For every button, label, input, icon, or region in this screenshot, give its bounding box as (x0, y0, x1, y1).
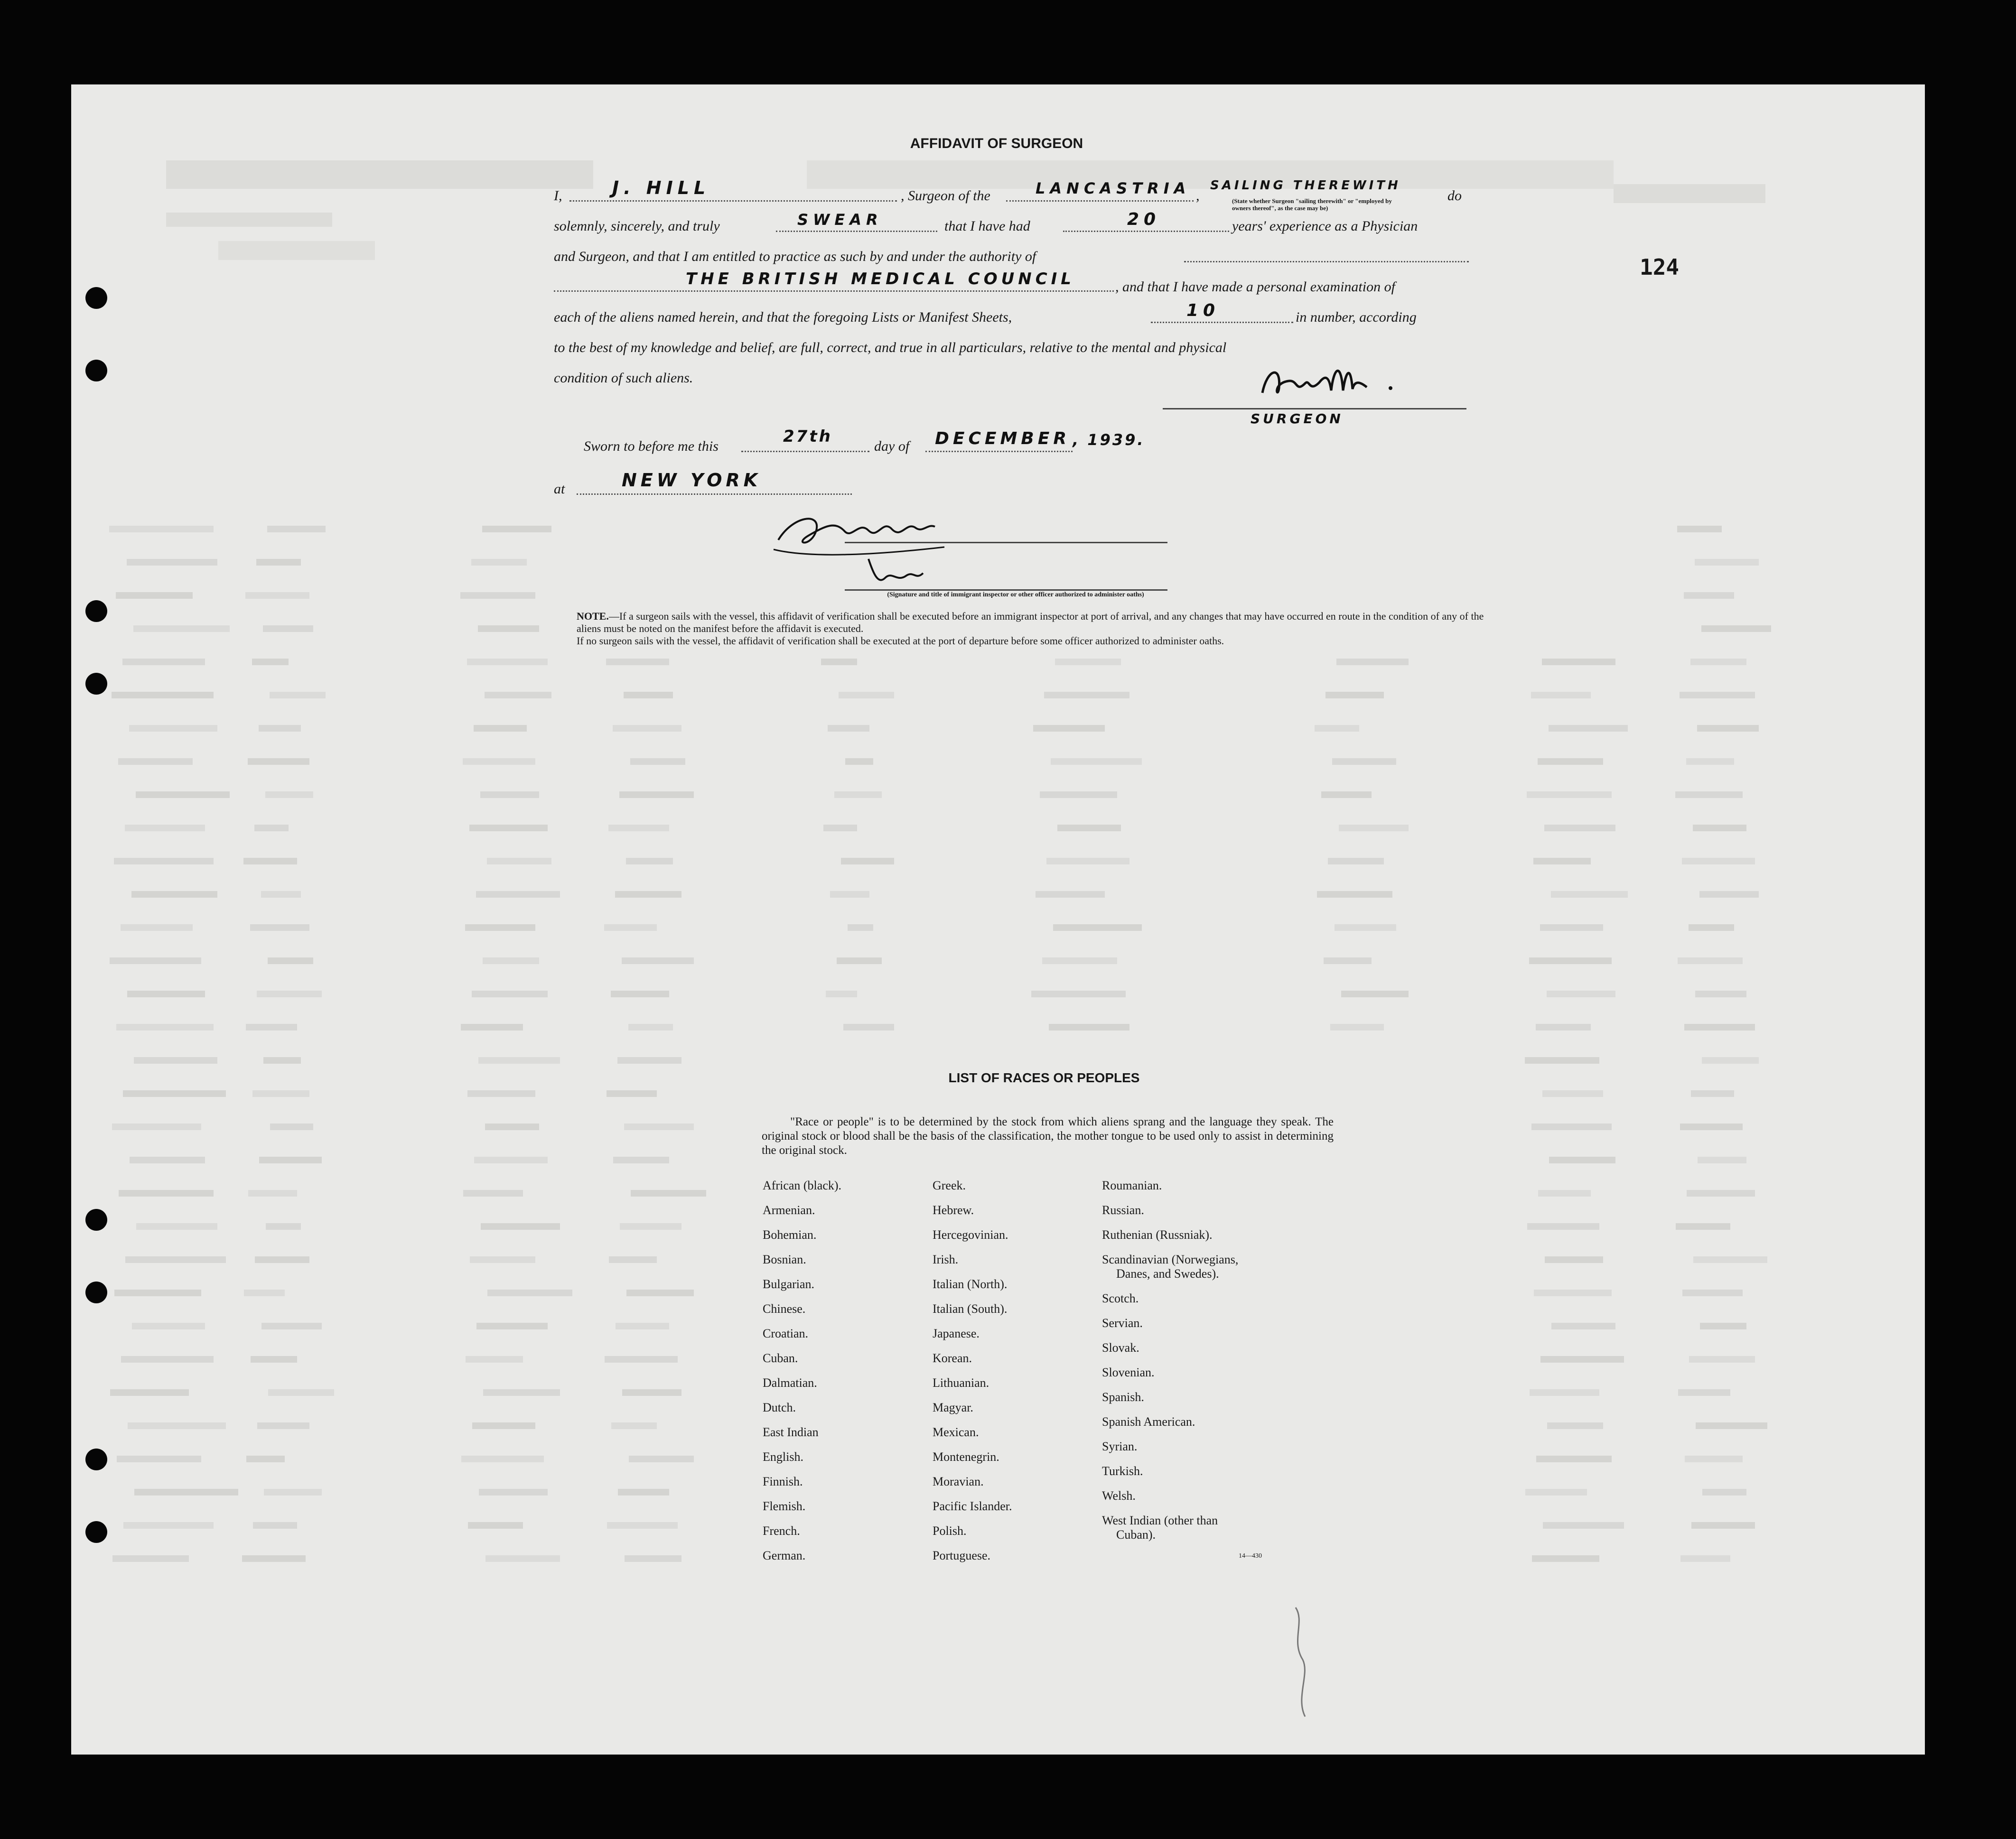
surgeon-label: SURGEON (1251, 411, 1344, 427)
affidavit-line1-mid: , Surgeon of the (901, 188, 990, 204)
race-entry: Korean. (933, 1351, 972, 1365)
affidavit-line5-end: in number, according (1296, 309, 1417, 325)
punch-hole (85, 360, 107, 381)
day-field-line (741, 451, 869, 452)
punch-hole (85, 1521, 107, 1543)
punch-hole (85, 1449, 107, 1470)
race-entry: Spanish American. (1102, 1415, 1195, 1429)
race-entry: Danes, and Swedes). (1116, 1267, 1219, 1281)
surgeon-signature (1253, 355, 1405, 407)
inspector-signature (764, 502, 963, 597)
sworn-month: DECEMBER (935, 429, 1071, 448)
sworn-pre: Sworn to before me this (584, 438, 719, 454)
affidavit-line3: and Surgeon, and that I am entitled to practice as such by and under the authority of (554, 249, 1036, 264)
race-entry: Slovenian. (1102, 1365, 1155, 1379)
years-experience: 20 (1127, 210, 1161, 229)
race-entry: Dutch. (763, 1401, 796, 1414)
race-entry: African (black). (763, 1179, 842, 1192)
race-entry: Bulgarian. (763, 1277, 815, 1291)
sworn-place: NEW YORK (622, 470, 762, 491)
race-entry: Slovak. (1102, 1341, 1139, 1355)
stray-marks (1286, 1603, 1315, 1726)
race-entry: Hercegovinian. (933, 1228, 1008, 1242)
race-entry: Chinese. (763, 1302, 806, 1316)
sworn-year: , 1939. (1073, 431, 1145, 449)
race-entry: Croatian. (763, 1327, 809, 1340)
punch-hole (85, 1209, 107, 1231)
affidavit-line1-end: do (1447, 188, 1462, 204)
affidavit-title: AFFIDAVIT OF SURGEON (910, 136, 1083, 151)
authority-field-line-1 (1184, 261, 1469, 262)
race-entry: Greek. (933, 1179, 966, 1192)
punch-hole (85, 600, 107, 622)
form-number: 14—430 (1239, 1552, 1262, 1560)
punch-hole (85, 673, 107, 695)
race-entry: Spanish. (1102, 1390, 1144, 1404)
note-text-2: If no surgeon sails with the vessel, the affidavit of verification shall be executed at the port of departure before some officer authorized to administer oaths. (577, 635, 1224, 647)
race-entry: Bohemian. (763, 1228, 817, 1242)
authority-name: THE BRITISH MEDICAL COUNCIL (686, 269, 1075, 288)
race-entry: Italian (North). (933, 1277, 1008, 1291)
inspector-signature-line-2 (845, 589, 1167, 591)
race-entry: Armenian. (763, 1203, 815, 1217)
sworn-day: 27th (783, 427, 832, 446)
race-entry: Flemish. (763, 1499, 806, 1513)
race-entry: West Indian (other than (1102, 1514, 1218, 1527)
affidavit-note (577, 610, 1497, 647)
race-entry: Moravian. (933, 1475, 984, 1488)
race-entry: Irish. (933, 1253, 959, 1266)
years-field-line (1063, 231, 1229, 232)
ship-name: LANCASTRIA (1036, 179, 1191, 197)
page-number: 124 (1640, 254, 1680, 280)
races-title: LIST OF RACES OR PEOPLES (948, 1070, 1140, 1085)
affidavit-line6: to the best of my knowledge and belief, are full, correct, and true in all particulars, relative to the mental and physical (554, 340, 1227, 355)
race-entry: Polish. (933, 1524, 967, 1538)
race-entry: German. (763, 1549, 806, 1562)
race-entry: Finnish. (763, 1475, 803, 1488)
oath-word: SWEAR (797, 211, 883, 229)
races-intro: "Race or people" is to be determined by the stock from which aliens sprang and the language they speak. The original stock or blood shall be the basis of the classification, the mother tongue to be used only to assist in determining the original stock. (762, 1115, 1334, 1157)
race-entry: East Indian (763, 1425, 819, 1439)
signature-caption: (Signature and title of immigrant inspector or other officer authorized to administer oaths) (887, 591, 1144, 598)
affidavit-line2-mid: that I have had (944, 218, 1030, 234)
race-entry: Pacific Islander. (933, 1499, 1012, 1513)
affidavit-line1-comma: , (1196, 188, 1200, 204)
note-label: NOTE. (577, 610, 609, 622)
status-field-note: (State whether Surgeon "sailing therewith" or "employed by owners thereof", as the case may be) (1232, 197, 1392, 212)
affidavit-line2-pre: solemnly, sincerely, and truly (554, 218, 720, 234)
surgeon-signature-line (1163, 408, 1466, 409)
surgeon-name: J. HILL (612, 177, 710, 198)
affidavit-line1-pre: I, (554, 188, 562, 204)
punch-hole (85, 1282, 107, 1303)
race-entry: Cuban). (1116, 1528, 1156, 1542)
race-entry: Portuguese. (933, 1549, 991, 1562)
race-entry: Roumanian. (1102, 1179, 1162, 1192)
affidavit-line2-end: years' experience as a Physician (1232, 218, 1418, 234)
place-field-line (577, 493, 852, 495)
race-entry: Bosnian. (763, 1253, 806, 1266)
name-field-line (569, 200, 897, 202)
place-pre: at (554, 481, 565, 497)
punch-hole (85, 287, 107, 309)
race-entry: Mexican. (933, 1425, 979, 1439)
race-entry: English. (763, 1450, 803, 1464)
surgeon-status: SAILING THEREWITH (1210, 178, 1401, 193)
race-entry: Turkish. (1102, 1464, 1143, 1478)
race-entry: French. (763, 1524, 800, 1538)
race-entry: Dalmatian. (763, 1376, 817, 1390)
affidavit-line7: condition of such aliens. (554, 370, 693, 386)
race-entry: Welsh. (1102, 1489, 1136, 1503)
document-page (71, 84, 1925, 1755)
race-entry: Scotch. (1102, 1291, 1139, 1305)
race-entry: Cuban. (763, 1351, 798, 1365)
month-field-line (925, 451, 1073, 452)
race-entry: Montenegrin. (933, 1450, 999, 1464)
ship-field-line (1006, 200, 1194, 202)
oath-field-line (776, 231, 937, 232)
race-entry: Russian. (1102, 1203, 1144, 1217)
affidavit-line4-end: , and that I have made a personal examination of (1115, 279, 1395, 295)
race-entry: Scandinavian (Norwegians, (1102, 1253, 1239, 1266)
manifest-sheet-count: 10 (1186, 301, 1220, 320)
race-entry: Magyar. (933, 1401, 973, 1414)
race-entry: Italian (South). (933, 1302, 1008, 1316)
authority-field-line-2 (554, 290, 1114, 292)
race-entry: Servian. (1102, 1316, 1143, 1330)
race-entry: Japanese. (933, 1327, 980, 1340)
affidavit-line5-pre: each of the aliens named herein, and that the foregoing Lists or Manifest Sheets, (554, 309, 1012, 325)
race-entry: Ruthenian (Russniak). (1102, 1228, 1213, 1242)
race-entry: Lithuanian. (933, 1376, 989, 1390)
race-entry: Syrian. (1102, 1440, 1138, 1453)
race-entry: Hebrew. (933, 1203, 974, 1217)
note-text-1: —If a surgeon sails with the vessel, this affidavit of verification shall be executed before an immigrant inspector at port of arrival, and any changes that may have occurred en route in the condition of any of the aliens must be noted on the manifest before the affidavit is executed. (577, 610, 1484, 634)
count-field-line (1151, 322, 1293, 323)
inspector-signature-line-1 (845, 542, 1167, 543)
sworn-mid: day of (874, 438, 910, 454)
